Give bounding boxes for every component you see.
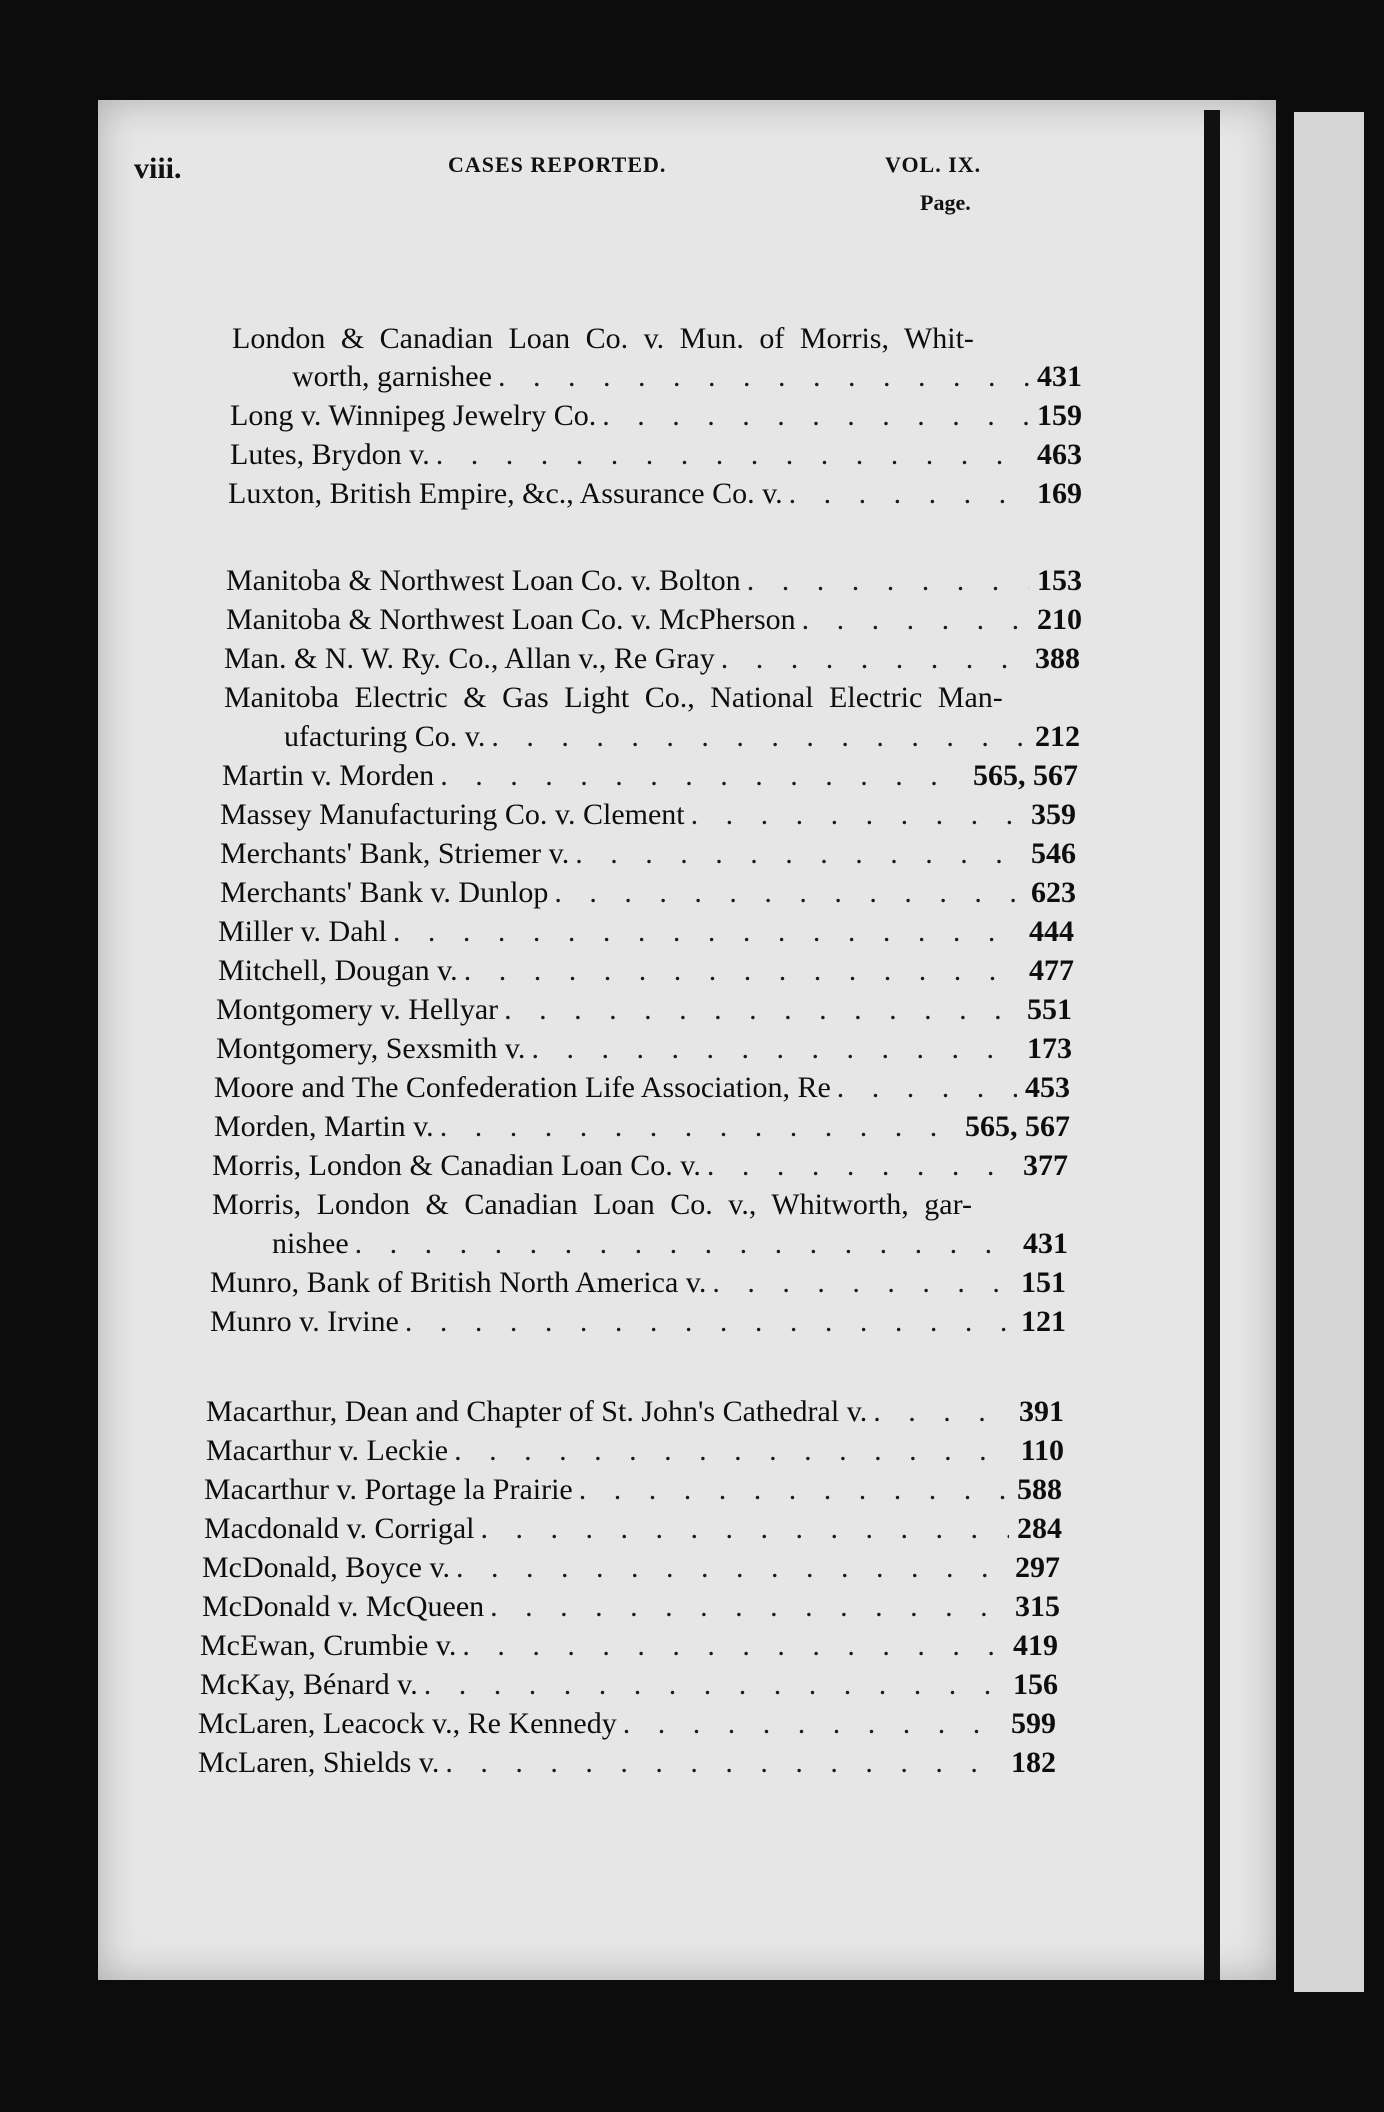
case-name: Morden, Martin v. — [214, 1110, 434, 1143]
case-name: Martin v. Morden — [222, 759, 435, 792]
page-ref: 212 — [1035, 720, 1080, 753]
leader-dots — [741, 562, 1029, 600]
case-entry — [216, 1030, 1072, 1068]
leader-dots — [831, 1069, 1017, 1107]
page-ref: 565, 567 — [965, 1110, 1070, 1143]
case-entry — [214, 1069, 1070, 1107]
page-ref: 388 — [1035, 642, 1080, 675]
page-ref: 315 — [1015, 1590, 1060, 1623]
case-name: Macdonald v. Corrigal — [204, 1512, 475, 1545]
case-entry — [212, 1147, 1068, 1185]
volume-label: VOL. IX. — [885, 152, 982, 177]
case-entry — [198, 1705, 1056, 1743]
leader-dots — [796, 601, 1029, 639]
page-ref: 359 — [1031, 798, 1076, 831]
leader-dots — [349, 1225, 1015, 1263]
case-name: McKay, Bénard v. — [200, 1668, 418, 1701]
case-entry — [230, 397, 1082, 435]
leader-dots — [484, 1588, 1007, 1626]
page-ref: 444 — [1029, 915, 1074, 948]
leader-dots — [458, 952, 1021, 990]
leader-dots — [701, 1147, 1015, 1185]
leader-dots — [448, 1432, 1013, 1470]
case-name: McDonald v. McQueen — [202, 1590, 485, 1623]
case-entry — [216, 991, 1072, 1029]
case-name: Macarthur, Dean and Chapter of St. John's Cathedral v. — [206, 1395, 868, 1428]
facing-page-edge — [1294, 112, 1364, 1992]
page-ref: 551 — [1027, 993, 1072, 1026]
page-ref: 391 — [1019, 1395, 1064, 1428]
page-ref: 431 — [1037, 360, 1082, 393]
case-entry — [200, 1666, 1058, 1704]
case-entry — [222, 757, 1078, 795]
page-gutter-shadow — [1204, 110, 1220, 1980]
case-name: Miller v. Dahl — [218, 915, 387, 948]
page-ref: 121 — [1021, 1305, 1066, 1338]
page-ref: 110 — [1020, 1434, 1064, 1467]
leader-dots — [525, 1030, 1019, 1068]
case-entry — [206, 1432, 1064, 1470]
leader-dots — [569, 835, 1023, 873]
case-entry — [206, 1393, 1064, 1431]
case-entry — [220, 874, 1076, 912]
case-entry — [224, 718, 1080, 756]
case-entry — [202, 1588, 1060, 1626]
leader-dots — [783, 475, 1029, 513]
case-name: Manitoba & Northwest Loan Co. v. McPherson — [226, 603, 796, 636]
case-entry — [220, 796, 1076, 834]
case-name: Montgomery v. Hellyar — [216, 993, 499, 1026]
case-entry — [230, 436, 1082, 474]
page-ref: 477 — [1029, 954, 1074, 987]
page-ref: 565, 567 — [973, 759, 1078, 792]
case-name: Munro v. Irvine — [210, 1305, 399, 1338]
case-name: Lutes, Brydon v. — [230, 438, 430, 471]
leader-dots — [492, 358, 1029, 396]
case-name: Manitoba & Northwest Loan Co. v. Bolton — [226, 564, 741, 597]
entry-line: Manitoba Electric & Gas Light Co., National Electric Man- — [224, 681, 1003, 714]
case-entry — [218, 913, 1074, 951]
case-entry — [232, 358, 1082, 396]
leader-dots — [434, 757, 965, 795]
case-name: McLaren, Shields v. — [198, 1746, 440, 1779]
page-ref: 546 — [1031, 837, 1076, 870]
page-ref: 453 — [1025, 1071, 1070, 1104]
case-entry — [220, 835, 1076, 873]
page-column-label: Page. — [920, 190, 971, 215]
leader-dots — [485, 718, 1027, 756]
leader-dots — [450, 1549, 1007, 1587]
page-ref: 169 — [1037, 477, 1082, 510]
page-ref: 159 — [1037, 399, 1082, 432]
case-name: Merchants' Bank, Striemer v. — [220, 837, 570, 870]
leader-dots — [418, 1666, 1005, 1704]
case-entry — [198, 1744, 1056, 1782]
case-entry — [210, 1303, 1066, 1341]
entry-line: London & Canadian Loan Co. v. Mun. of Morris, Whit- — [232, 322, 974, 355]
case-name: nishee — [272, 1227, 349, 1260]
page-ref: 419 — [1013, 1629, 1058, 1662]
case-name: Man. & N. W. Ry. Co., Allan v., Re Gray — [224, 642, 715, 675]
case-name: Merchants' Bank v. Dunlop — [220, 876, 549, 909]
leader-dots — [573, 1471, 1009, 1509]
leader-dots — [430, 436, 1029, 474]
leader-dots — [399, 1303, 1013, 1341]
case-name: Munro, Bank of British North America v. — [210, 1266, 707, 1299]
case-entry — [210, 1264, 1066, 1302]
leader-dots — [617, 1705, 1003, 1743]
page-ref: 599 — [1011, 1707, 1056, 1740]
page-ref: 623 — [1031, 876, 1076, 909]
leader-dots — [387, 913, 1021, 951]
leader-dots — [456, 1627, 1005, 1665]
case-name: Luxton, British Empire, &c., Assurance Co. v. — [228, 477, 783, 510]
leader-dots — [867, 1393, 1011, 1431]
case-name: worth, garnishee — [292, 360, 492, 393]
page-ref: 463 — [1037, 438, 1082, 471]
leader-dots — [439, 1744, 1003, 1782]
page-ref: 210 — [1037, 603, 1082, 636]
case-entry — [228, 475, 1082, 513]
page-ref: 297 — [1015, 1551, 1060, 1584]
page-ref: 151 — [1021, 1266, 1066, 1299]
leader-dots — [706, 1264, 1013, 1302]
page-ref: 431 — [1023, 1227, 1068, 1260]
case-name: McDonald, Boyce v. — [202, 1551, 450, 1584]
page-ref: 153 — [1037, 564, 1082, 597]
page-ref: 588 — [1017, 1473, 1062, 1506]
leader-dots — [474, 1510, 1009, 1548]
page-ref: 182 — [1011, 1746, 1056, 1779]
leader-dots — [548, 874, 1023, 912]
case-name: Mitchell, Dougan v. — [218, 954, 458, 987]
case-entry — [204, 1510, 1062, 1548]
case-name: ufacturing Co. v. — [284, 720, 486, 753]
entry-line: Morris, London & Canadian Loan Co. v., Whitworth, gar- — [212, 1188, 972, 1221]
case-name: Massey Manufacturing Co. v. Clement — [220, 798, 685, 831]
case-entry — [204, 1471, 1062, 1509]
page-ref: 284 — [1017, 1512, 1062, 1545]
running-title: CASES REPORTED. — [448, 152, 667, 177]
case-entry — [218, 952, 1074, 990]
leader-dots — [498, 991, 1019, 1029]
case-entry — [214, 1108, 1070, 1146]
page-ref: 377 — [1023, 1149, 1068, 1182]
case-name: Long v. Winnipeg Jewelry Co. — [230, 399, 597, 432]
leader-dots — [596, 397, 1029, 435]
leader-dots — [434, 1108, 957, 1146]
case-name: Macarthur v. Leckie — [206, 1434, 449, 1467]
case-entry — [200, 1627, 1058, 1665]
case-entry — [202, 1549, 1060, 1587]
page-ref: 156 — [1013, 1668, 1058, 1701]
case-name: McEwan, Crumbie v. — [200, 1629, 457, 1662]
page-ref: 173 — [1027, 1032, 1072, 1065]
case-name: McLaren, Leacock v., Re Kennedy — [198, 1707, 617, 1740]
case-name: Macarthur v. Portage la Prairie — [204, 1473, 573, 1506]
case-name: Moore and The Confederation Life Association, Re — [214, 1071, 831, 1104]
case-entry — [224, 640, 1080, 678]
case-entry — [212, 1225, 1068, 1263]
case-entry — [226, 601, 1082, 639]
case-name: Morris, London & Canadian Loan Co. v. — [212, 1149, 701, 1182]
leader-dots — [685, 796, 1023, 834]
case-name: Montgomery, Sexsmith v. — [216, 1032, 526, 1065]
case-entry — [226, 562, 1082, 600]
page-number-roman: viii. — [134, 152, 182, 185]
leader-dots — [715, 640, 1027, 678]
